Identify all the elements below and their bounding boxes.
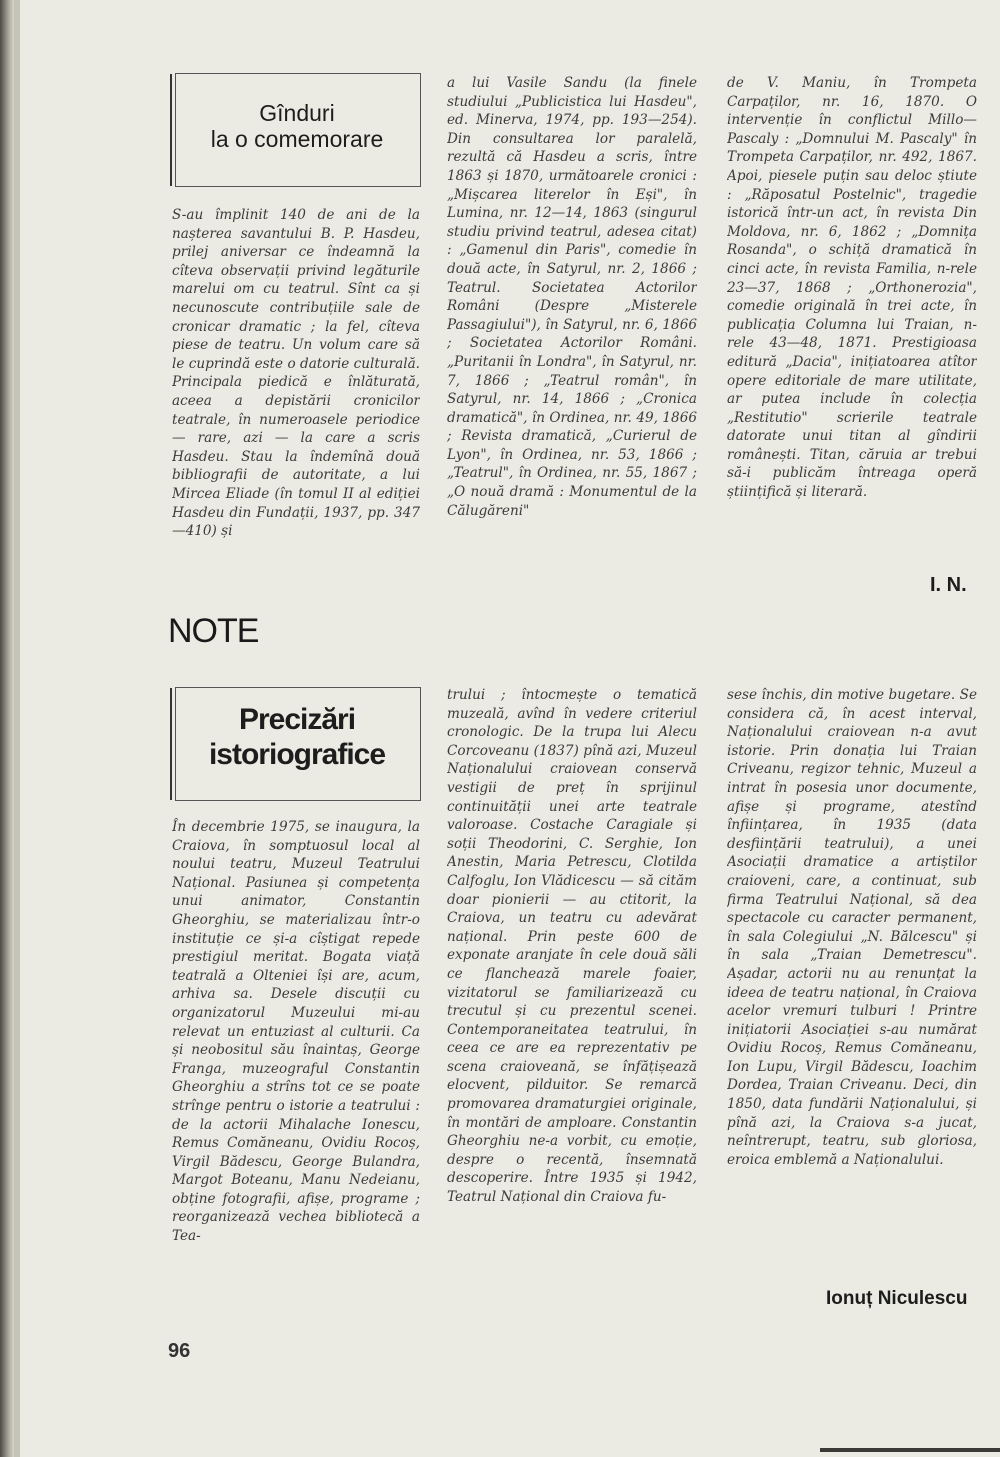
article1-title-line2: la o comemorare: [210, 126, 384, 153]
article2-column-2: [447, 686, 697, 1318]
article1-column-1: [172, 206, 420, 606]
article1-signature: I. N.: [930, 574, 967, 596]
article1-col2-text: a lui Vasile Sandu (la finele studiului „Publicistica lui Hasdeu", ed. Minerva, 1974, pp. 193—254). Din consultarea lor paralelă, rezultă că Hasdeu a scris, între 1863 și 1870, următoarele cronici : „Mișcarea literelor în Eși", în Lumina, nr. 12—14, 1863 (singurul studiu privind teatrul, adesea citat) : „Gamenul din Paris", comedie în două acte, în Satyrul, nr. 2, 1866 ; Teatrul. Societatea Actorilor Români (Despre „Misterele Passagiului"), în Satyrul, nr. 6, 1866 ; Societatea Actorilor Români. „Puritanii în Londra", în Satyrul, nr. 7, 1866 ; „Teatrul român", în Satyrul, nr. 14, 1866 ; „Cronica dramatică", în Ordinea, nr. 49, 1866 ; Revista dramatică, „Curierul de Lyon", în Ordinea, nr. 53, 1866 ; „Teatrul", în Ordinea, nr. 55, 1867 ; „O nouă dramă : Monumentul de la Călugăreni": [447, 75, 697, 519]
article2-column-3: [727, 686, 977, 1276]
article1-title: [175, 100, 419, 153]
article2-title-line2: istoriografice: [208, 737, 386, 771]
article2-col1-text: În decembrie 1975, se inaugura, la Craiova, în somptuosul local al noului teatru, Muzeul Teatrului Național. Pasiunea și competența unui animator, Constantin Gheorghiu, se materializau într-o instituție ce și-a cîștigat repede prestigiul meritat. Bogata viață teatrală a Olteniei își are, acum, arhiva sa. Desele discuții cu organizatorul Muzeului mi-au relevat un entuziast al culturii. Ca și neobositul său înaintaș, George Franga, muzeograful Constantin Gheorghiu a strîns tot ce se poate strînge pentru o istorie a teatrului : de la actorii Mihalache Ionescu, Remus Comăneanu, Ovidiu Rocoș, Virgil Bădescu, George Bulandra, Margot Boteanu, Manu Nedeianu, obține fotografii, afișe, programe ; reorganizează vechea bibliotecă a Tea-: [172, 819, 420, 1245]
title-box-rule: [170, 74, 172, 186]
article1-col3-text: de V. Maniu, în Trompeta Carpaților, nr. 16, 1870. O intervenție în conflictul Millo—Pascaly : „Domnului M. Pascaly" în Trompeta Carpaților, nr. 492, 1867. Apoi, piesele puțin sau deloc știute : „Răposatul Postelnic", tragedie istorică într-un act, în revista Din Moldova, nr. 6, 1862 ; „Domnița Rosanda", o schiță dramatică în cinci acte, în revista Familia, n-rele 23—37, 1868 ; „Orthonerozia", comedie originală în trei acte, în publicația Columna lui Traian, n-rele 43—48, 1871. Prestigioasa editură „Dacia", inițiatoarea atîtor opere editoriale de mare utilitate, ar putea include în colecția „Restitutio" scrierile teatrale datorate unui titan al gîndirii românești. Titan, căruia ar trebui să-i publicăm întreaga operă științifică și literară.: [727, 75, 977, 501]
article1-col1-text: S-au împlinit 140 de ani de la nașterea savantului B. P. Hasdeu, prilej aniversar ce îndeamnă la cîteva observații privind legăturile marelui om cu teatrul. Sînt ca și necunoscute contribuțiile sale de cronicar dramatic ; la fel, cîteva piese de teatru. Un volum care să le cuprindă este o datorie culturală. Principala piedică e înlăturată, aceea a depistării cronicilor teatrale, în numeroasele periodice — rare, azi — la care a scris Hasdeu. Stau la îndemînă două bibliografii de autoritate, a lui Mircea Eliade (în tomul II al ediției Hasdeu din Fundații, 1937, pp. 347—410) și: [172, 207, 420, 540]
article2-title: [175, 703, 419, 772]
page-number: 96: [168, 1340, 191, 1362]
article2-col3-text: sese închis, din motive bugetare. Se considera că, în acest interval, Naționalului craiovean n-a avut istorie. Prin donația lui Traian Criveanu, regizor tehnic, Muzeul a intrat în posesia unor documente, afișe și programe, atestînd înființarea, în 1935 (data desființării teatrului), a unei Asociații dramatice a artiștilor craioveni, care, a continuat, sub firma Teatrului Național, să dea spectacole cu caracter permanent, în sala Colegiului „N. Bălcescu" și în sala „Traian Demetrescu". Așadar, actorii nu au renunțat la ideea de teatru național, în Craiova acelor vremuri tulburi ! Printre inițiatorii Asociației s-au numărat Ovidiu Rocoș, Remus Comăneanu, Ion Lupu, Virgil Bădescu, Ioachim Dordea, Traian Criveanu. Deci, din 1850, data fundării Naționalului, și pînă azi, la Craiova s-a jucat, neîntrerupt, teatru, sub gloriosa, eroica emblemă a Naționalului.: [727, 687, 977, 1168]
bottom-rule: [820, 1448, 1000, 1452]
section-heading: NOTE: [168, 612, 259, 650]
page-binding-shadow: [14, 0, 20, 1457]
article2-title-line1: Precizări: [238, 703, 356, 736]
article2-column-1: [172, 818, 420, 1318]
article2-signature: Ionuț Niculescu: [826, 1288, 968, 1309]
page-binding-edge: [0, 0, 14, 1457]
title-box-rule: [170, 688, 172, 800]
article2-col2-text: trului ; întocmește o tematică muzeală, avînd în vedere criteriul cronologic. De la trupa lui Alecu Corcoveanu (1837) pînă azi, Muzeul Naționalului craiovean conservă vestigii de preț în sprijinul continuității unei arte teatrale valoroase. Costache Caragiale și soții Theodorini, C. Serghie, Ion Anestin, Maria Petrescu, Clotilda Calfoglu, Ion Vlădicescu — să cităm doar pionierii — au ctitorit, la Craiova, un teatru cu adevărat național. Prin peste 600 de exponate aranjate în cele două săli ce flanchează marele foaier, vizitatorul se familiarizează cu trecutul și cu prezentul scenei. Contemporaneitatea teatrului, în ceea ce are ea reprezentativ pe scena craioveană, se înfățișează elocvent, pilduitor. Se remarcă promovarea dramaturgiei originale, în montări de amploare. Constantin Gheorghiu ne-a vorbit, cu emoție, despre o recentă, însemnată descoperire. Între 1935 și 1942, Teatrul Național din Craiova fu-: [447, 687, 697, 1206]
article1-title-line1: Gînduri: [259, 100, 335, 126]
article1-column-3: [727, 74, 977, 594]
article1-column-2: [447, 74, 697, 606]
